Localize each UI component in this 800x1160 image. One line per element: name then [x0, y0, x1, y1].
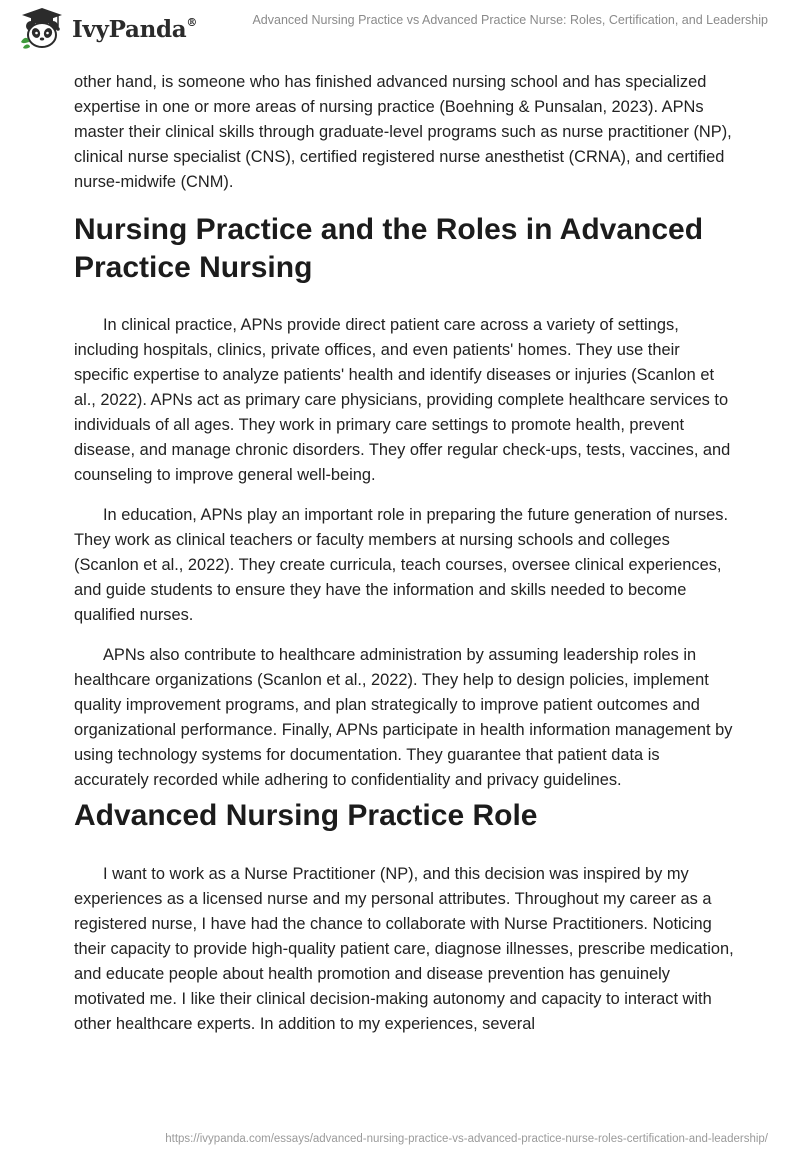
document-title: Advanced Nursing Practice vs Advanced Practice Nurse: Roles, Certification, and Leadership [252, 13, 768, 27]
page-header [0, 0, 800, 62]
source-url[interactable]: https://ivypanda.com/essays/advanced-nursing-practice-vs-advanced-practice-nurse-roles-certification-and-leadership/ [165, 1133, 768, 1145]
section-heading-roles: Nursing Practice and the Roles in Advanced Practice Nursing [74, 213, 704, 284]
brand-name: IvyPanda® [72, 15, 198, 43]
intro-paragraph: other hand, is someone who has finished advanced nursing school and has specialized expertise in one or more areas of nursing practice (Boehning & Punsalan, 2023). APNs master their clinical skills through graduate-level programs such as nurse practitioner (NP), clinical nurse specialist (CNS), certified registered nurse anesthetist (CRNA), and certified nurse-midwife (CNM). [74, 73, 732, 191]
essay-content [74, 70, 734, 1037]
paragraph-clinical-practice: In clinical practice, APNs provide direct patient care across a variety of settings, including hospitals, clinics, private offices, and even patients' homes. They use their specific expertise to analyze patients' health and identify diseases or injuries (Scanlon et al., 2022). APNs act as primary care physicians, providing complete healthcare services to individuals of all ages. They work in primary care settings to promote health, prevent disease, and manage chronic disorders. They offer regular check-ups, tests, vaccines, and counseling to improve general well-being. [74, 316, 731, 484]
paragraph-education: In education, APNs play an important role in preparing the future generation of nurses. They work as clinical teachers or faculty members at nursing schools and colleges (Scanlon et al., 2022). They create curricula, teach courses, oversee clinical experiences, and guide students to ensure they have the information and skills needed to become qualified nurses. [74, 506, 729, 624]
section-heading-apn-role: Advanced Nursing Practice Role [74, 799, 538, 832]
ivypanda-logo-icon [18, 6, 66, 50]
paragraph-np-choice: I want to work as a Nurse Practitioner (NP), and this decision was inspired by my experiences as a licensed nurse and my personal attributes. Throughout my career as a registered nurse, I have had the chance to collaborate with Nurse Practitioners. Noticing their capacity to provide high-quality patient care, diagnose illnesses, prescribe medication, and educate people about health promotion and disease prevention has genuinely motivated me. I like their clinical decision-making autonomy and capacity to interact with other healthcare experts. In addition to my experiences, several [74, 865, 734, 1033]
ivypanda-logo[interactable] [18, 6, 197, 50]
paragraph-administration: APNs also contribute to healthcare administration by assuming leadership roles in healthcare organizations (Scanlon et al., 2022). They help to design policies, implement quality improvement programs, and plan strategically to improve patient outcomes and organizational performance. Finally, APNs participate in health information management by using technology systems for documentation. They guarantee that patient data is accurately recorded while adhering to confidentiality and privacy guidelines. [74, 646, 733, 789]
